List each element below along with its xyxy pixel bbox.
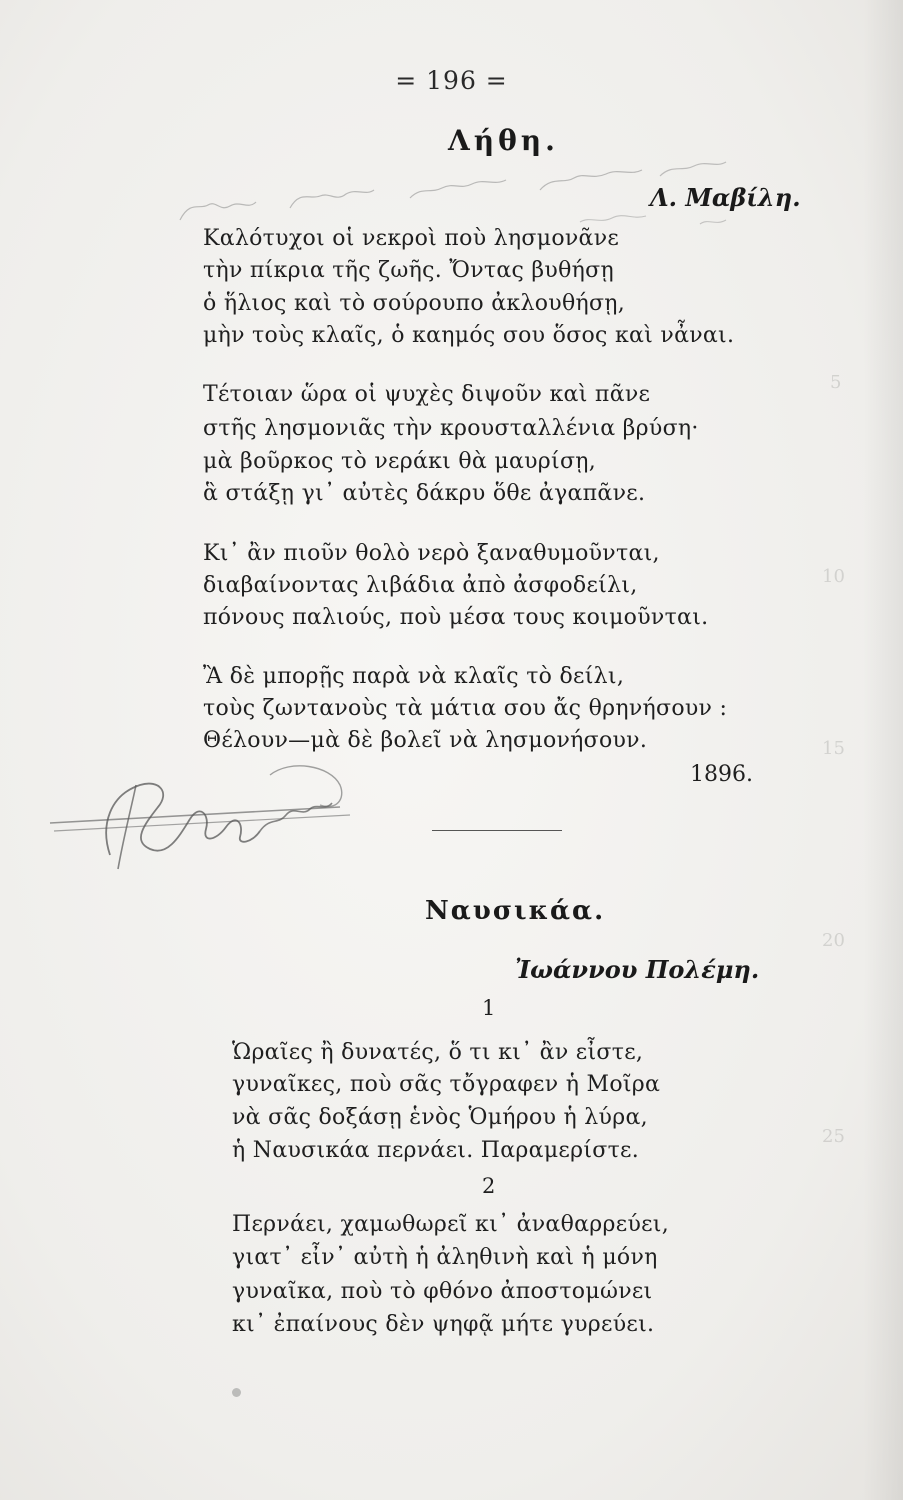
poem-title: Ναυσικάα. (425, 896, 606, 926)
bleed-margin-mark: 20 (822, 930, 845, 951)
section-divider (432, 830, 562, 831)
verse-line: Καλότυχοι οἱ νεκροὶ ποὺ λησμονᾶνε (203, 226, 620, 251)
verse-line: μὴν τοὺς κλαῖς, ὁ καημός σου ὅσος καὶ νἆναι. (203, 323, 735, 348)
section-number: 2 (482, 1174, 496, 1198)
poem-author: Ἰωάννου Πολέμη. (515, 955, 760, 984)
handwritten-signature (40, 745, 380, 885)
bleed-margin-mark: 10 (822, 566, 845, 587)
verse-line: ἃ στάξῃ γι᾽ αὐτὲς δάκρυ ὅθε ἀγαπᾶνε. (203, 481, 646, 506)
verse-line: Ὡραῖες ἢ δυνατές, ὅ τι κι᾽ ἂν εἶστε, (232, 1040, 644, 1065)
verse-line: μὰ βοῦρκος τὸ νεράκι θὰ μαυρίσῃ, (203, 449, 597, 474)
page-edge-shadow (863, 0, 903, 1500)
verse-line: ὁ ἥλιος καὶ τὸ σούρουπο ἀκλουθήσῃ, (203, 291, 626, 316)
bleed-margin-mark: 15 (822, 738, 845, 759)
verse-line: διαβαίνοντας λιβάδια ἀπὸ ἀσφοδείλι, (203, 573, 638, 598)
verse-line: γιατ᾽ εἶν᾽ αὐτὴ ἡ ἀληθινὴ καὶ ἡ μόνη (232, 1245, 658, 1270)
verse-line: Κι᾽ ἂν πιοῦν θολὸ νερὸ ξαναθυμοῦνται, (203, 541, 660, 566)
verse-line: νὰ σᾶς δοξάσῃ ἑνὸς Ὁμήρου ἡ λύρα, (232, 1105, 648, 1130)
bleed-margin-mark: 25 (822, 1126, 845, 1147)
verse-line: Θέλουν—μὰ δὲ βολεῖ νὰ λησμονήσουν. (203, 728, 648, 753)
verse-line: Ἂ δὲ μπορῇς παρὰ νὰ κλαῖς τὸ δείλι, (203, 664, 625, 689)
poem-title: Λήθη. (448, 124, 559, 157)
verse-line: Τέτοιαν ὥρα οἱ ψυχὲς διψοῦν καὶ πᾶνε (203, 382, 651, 407)
verse-line: τὴν πίκρια τῆς ζωῆς. Ὄντας βυθήσῃ (203, 258, 614, 283)
poem-date: 1896. (690, 762, 753, 787)
ink-speck (232, 1388, 241, 1397)
section-number: 1 (482, 996, 496, 1020)
page-number: = 196 = (395, 66, 508, 95)
bleed-margin-mark: 5 (830, 372, 842, 393)
verse-line: πόνους παλιούς, ποὺ μέσα τους κοιμοῦνται. (203, 605, 709, 630)
verse-line: στῆς λησμονιᾶς τὴν κρουσταλλένια βρύση· (203, 416, 699, 441)
verse-line: ἡ Ναυσικάα περνάει. Παραμερίστε. (232, 1138, 640, 1163)
verse-line: γυναῖκες, ποὺ σᾶς τὄγραφεν ἡ Μοῖρα (232, 1072, 661, 1097)
verse-line: Περνάει, χαμωθωρεῖ κι᾽ ἀναθαρρεύει, (232, 1212, 670, 1237)
poem-author: Λ. Μαβίλη. (650, 183, 801, 212)
verse-line: κι᾽ ἐπαίνους δὲν ψηφᾷ μήτε γυρεύει. (232, 1312, 655, 1337)
verse-line: τοὺς ζωντανοὺς τὰ μάτια σου ἄς θρηνήσουν : (203, 696, 728, 721)
verse-line: γυναῖκα, ποὺ τὸ φθόνο ἀποστομώνει (232, 1279, 653, 1304)
